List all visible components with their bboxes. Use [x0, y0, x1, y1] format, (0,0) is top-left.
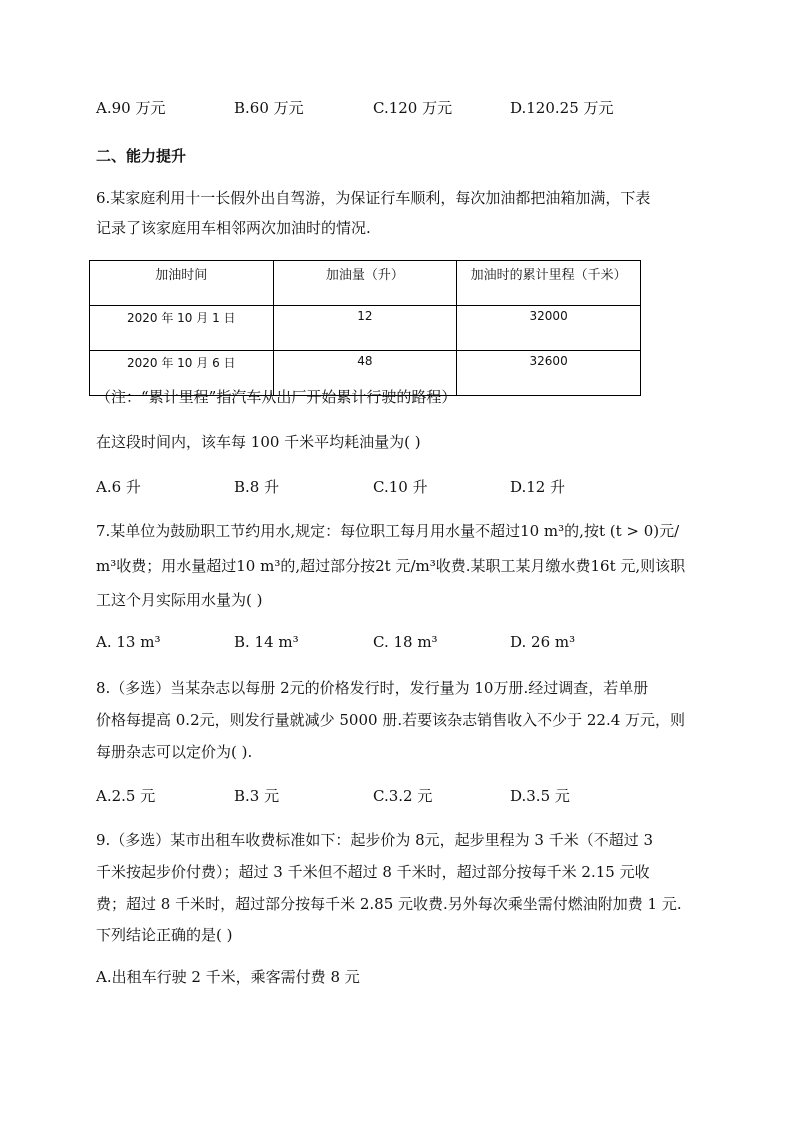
- table-cell: 32600: [457, 351, 641, 396]
- q5-option-c: C.120 万元: [373, 99, 453, 117]
- q6-question: 在这段时间内，该车每 100 千米平均耗油量为( ): [96, 433, 421, 451]
- q8-option-b: B.3 元: [234, 787, 280, 805]
- table-row: [90, 306, 641, 351]
- q7-line-2: m³收费；用水量超过10 m³的,超过部分按2t 元/m³收费.某职工某月缴水费16t 元,则该职: [96, 557, 686, 575]
- q7-line-3: 工这个月实际用水量为( ): [96, 591, 263, 609]
- q6-option-d: D.12 升: [510, 478, 566, 496]
- q7-line-1: 7.某单位为鼓励职工节约用水,规定：每位职工每月用水量不超过10 m³的,按t (t > 0)元/: [96, 522, 680, 540]
- table-cell: 2020 年 10 月 6 日: [90, 351, 274, 396]
- table-cell: 12: [273, 306, 457, 351]
- table-cell: 32000: [457, 306, 641, 351]
- table-header-cell: 加油时间: [90, 261, 274, 306]
- q8-option-d: D.3.5 元: [510, 787, 570, 805]
- q7-option-c: C. 18 m³: [373, 633, 438, 651]
- q9-line-1: 9.（多选）某市出租车收费标准如下：起步价为 8元，起步里程为 3 千米（不超过 3: [96, 831, 654, 849]
- q8-line-2: 价格每提高 0.2元，则发行量就减少 5000 册.若要该杂志销售收入不少于 22.4 万元，则: [96, 711, 686, 729]
- q9-line-4: 下列结论正确的是( ): [96, 926, 233, 944]
- section-title: 二、能力提升: [96, 147, 187, 165]
- q6-option-c: C.10 升: [373, 478, 428, 496]
- q6-option-b: B.8 升: [234, 478, 280, 496]
- refuel-table: [89, 260, 641, 396]
- table-header-row: [90, 261, 641, 306]
- q7-option-b: B. 14 m³: [234, 633, 299, 651]
- q9-option-a: A.出租车行驶 2 千米，乘客需付费 8 元: [96, 968, 360, 986]
- q6-line-2: 记录了该家庭用车相邻两次加油时的情况.: [96, 219, 371, 237]
- q5-option-b: B.60 万元: [234, 99, 304, 117]
- q8-option-c: C.3.2 元: [373, 787, 433, 805]
- q7-option-d: D. 26 m³: [510, 633, 576, 651]
- q8-option-a: A.2.5 元: [96, 787, 156, 805]
- q9-line-3: 费；超过 8 千米时，超过部分按每千米 2.85 元收费.另外每次乘坐需付燃油附加费 1 元.: [96, 895, 682, 913]
- q7-option-a: A. 13 m³: [96, 633, 161, 651]
- q6-option-a: A.6 升: [96, 478, 141, 496]
- table-header-cell: 加油量（升）: [273, 261, 457, 306]
- table-header-cell: 加油时的累计里程（千米）: [457, 261, 641, 306]
- q9-line-2: 千米按起步价付费）；超过 3 千米但不超过 8 千米时，超过部分按每千米 2.15 元收: [96, 863, 650, 881]
- q8-line-1: 8.（多选）当某杂志以每册 2元的价格发行时，发行量为 10万册.经过调查，若单册: [96, 679, 649, 697]
- q6-line-1: 6.某家庭利用十一长假外出自驾游，为保证行车顺利，每次加油都把油箱加满，下表: [96, 189, 651, 207]
- q5-option-a: A.90 万元: [96, 99, 166, 117]
- table-cell: 48: [273, 351, 457, 396]
- q8-line-3: 每册杂志可以定价为( ).: [96, 743, 253, 761]
- q6-note: （注：“累计里程”指汽车从出厂开始累计行驶的路程）: [96, 388, 457, 406]
- q5-option-d: D.120.25 万元: [510, 99, 614, 117]
- table-cell: 2020 年 10 月 1 日: [90, 306, 274, 351]
